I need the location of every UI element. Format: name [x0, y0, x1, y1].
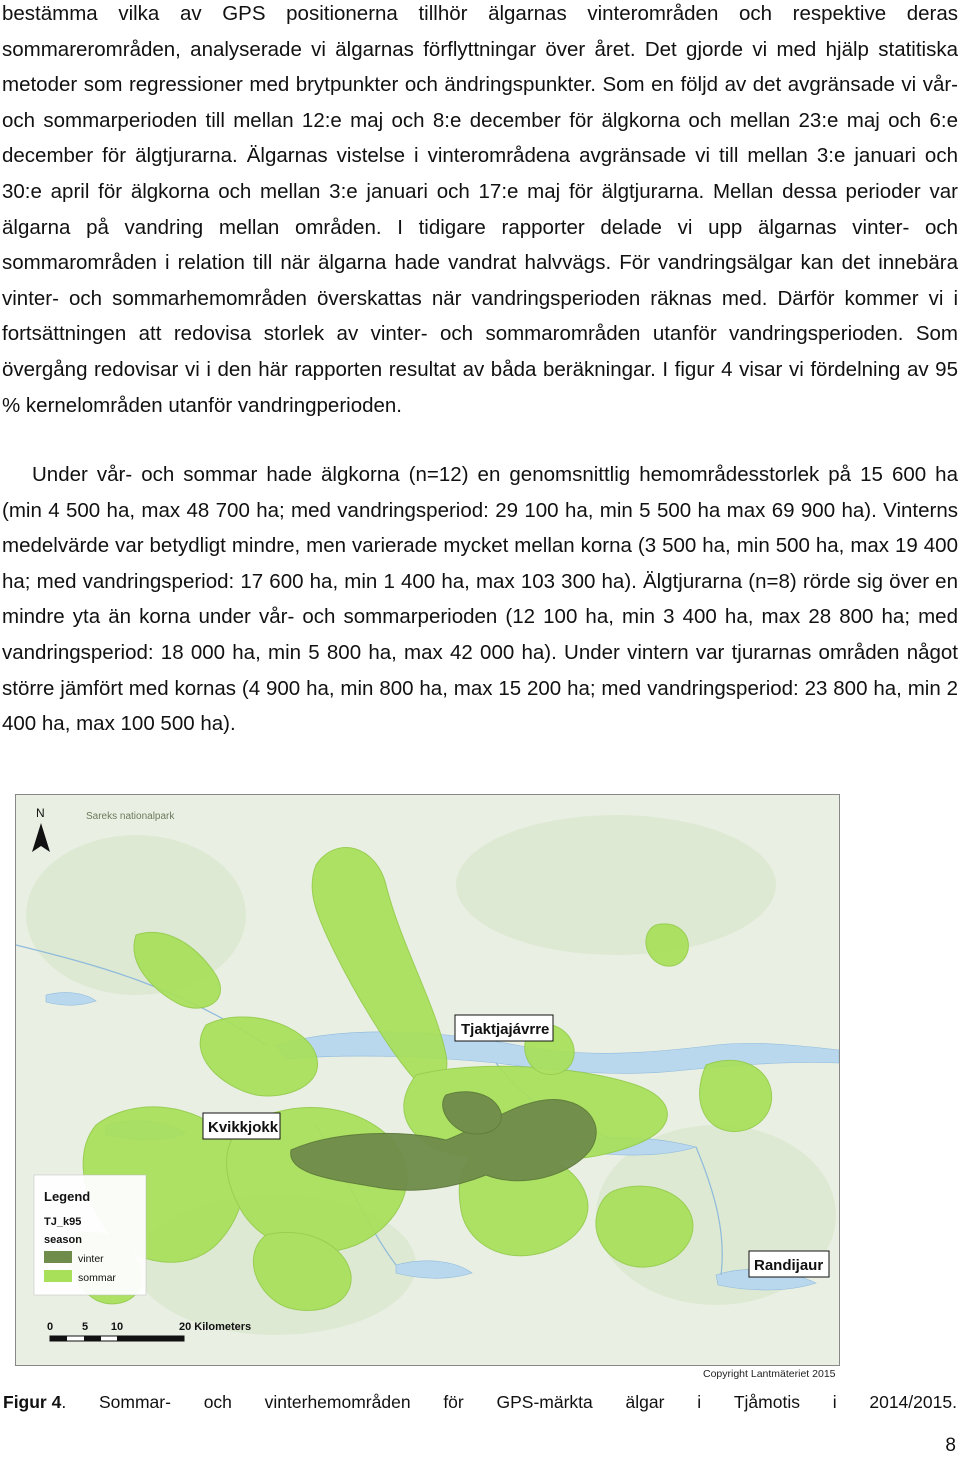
caption-word: älgar: [625, 1392, 665, 1412]
body-paragraph-2: Under vår- och sommar hade älgkorna (n=12) en genomsnittlig hemområdesstorlek på 15 600 ha (min 4 500 ha, max 48 700 ha; med vandringsperiod: 29 100 ha, min 5 500 ha max 69 900 ha). Vinterns medelvärde var betydligt mindre, men varierade mycket mellan korna (3 500 ha, min 500 ha, max 19 400 ha; med vandringsperiod: 17 600 ha, min 1 400 ha, max 103 300 ha). Älgtjurarna (n=8) rörde sig över en mindre yta än korna under vår- och sommarperioden (12 100 ha, min 3 400 ha, max 28 800 ha; med vandringsperiod: 18 000 ha, min 5 800 ha, max 42 000 ha). Under vintern var tjurarnas områden något större jämfört med kornas (4 900 ha, min 800 ha, max 15 200 ha; med vandringsperiod: 23 800 ha, min 2 400 ha, max 100 500 ha).: [2, 463, 958, 736]
place-label-tjaktjajavrre-text: Tjaktjajávrre: [461, 1021, 550, 1038]
caption-word: vinterhemområden: [264, 1392, 411, 1412]
caption-word: Sommar-: [98, 1392, 171, 1412]
home-range-map: [15, 794, 840, 1366]
legend-swatch-vinter: [44, 1251, 72, 1263]
caption-word: för: [443, 1392, 464, 1412]
legend-title: Legend: [44, 1189, 91, 1204]
scale-tick-5: 5: [81, 1321, 89, 1333]
caption-word: GPS-märkta: [496, 1392, 593, 1412]
caption-word: och: [203, 1392, 232, 1412]
scale-tick-20: 20 Kilometers: [179, 1321, 252, 1333]
legend-label-sommar: sommar: [78, 1272, 116, 1284]
page-number: 8: [945, 1435, 956, 1456]
place-label-kvikkjokk-text: Kvikkjokk: [208, 1119, 279, 1136]
legend-swatch-sommar: [44, 1270, 72, 1282]
place-label-tjaktjajavrre: [455, 1015, 553, 1041]
scale-tick-10: 10: [110, 1321, 124, 1333]
map-copyright: Copyright Lantmäteriet 2015: [703, 1368, 836, 1380]
park-label: Sareks nationalpark: [86, 811, 175, 822]
legend-field: season: [44, 1234, 82, 1246]
legend-layer: TJ_k95: [44, 1216, 82, 1228]
map-legend: [34, 1175, 146, 1295]
caption-word: i: [697, 1392, 702, 1412]
figure-caption: [3, 1391, 957, 1413]
caption-word: i: [832, 1392, 837, 1412]
caption-figure-label: Figur 4.: [3, 1392, 67, 1412]
place-label-randijaur-text: Randijaur: [754, 1257, 824, 1274]
north-arrow-label: N: [36, 806, 45, 820]
scale-tick-0: 0: [46, 1321, 54, 1333]
caption-word: 2014/2015.: [869, 1392, 957, 1412]
place-label-kvikkjokk: [203, 1113, 280, 1139]
legend-label-vinter: vinter: [78, 1253, 104, 1265]
place-label-randijaur: [749, 1251, 829, 1277]
body-paragraph-1: bestämma vilka av GPS positionerna tillhör älgarnas vinterområden och respektive deras sommarerområden, analyserade vi älgarnas förflyttningar över året. Det gjorde vi med hjälp statitiska metoder som regressioner med brytpunkter och ändringspunkter. Som en följd av det avgränsade vi vår- och sommarperioden till mellan 12:e maj och 8:e december för älgkorna och mellan 23:e maj och 6:e december för älgtjurarna. Älgarnas vistelse i vinterområdena avgränsade vi till mellan 3:e januari och 30:e april för älgkorna och mellan 3:e januari och 17:e maj för älgtjurarna. Mellan dessa perioder var älgarna på vandring mellan områden. I tidigare rapporter delade vi upp älgarnas vinter- och sommarområden i relation till när älgarna hade vandrat halvvägs. För vandringsälgar kan det innebära vinter- och sommarhemområden överskattas när vandringsperioden räknas med. Därför kommer vi i fortsättningen att redovisa storlek av vinter- och sommarområden utanför vandringsperioden. Som övergång redovisar vi i den här rapporten resultat av båda beräkningar. I figur 4 visar vi fördelning av 95 % kernelområden utanför vandringperioden.: [2, 2, 958, 417]
caption-word: Tjåmotis: [733, 1392, 800, 1412]
map-canvas: [16, 795, 839, 1365]
